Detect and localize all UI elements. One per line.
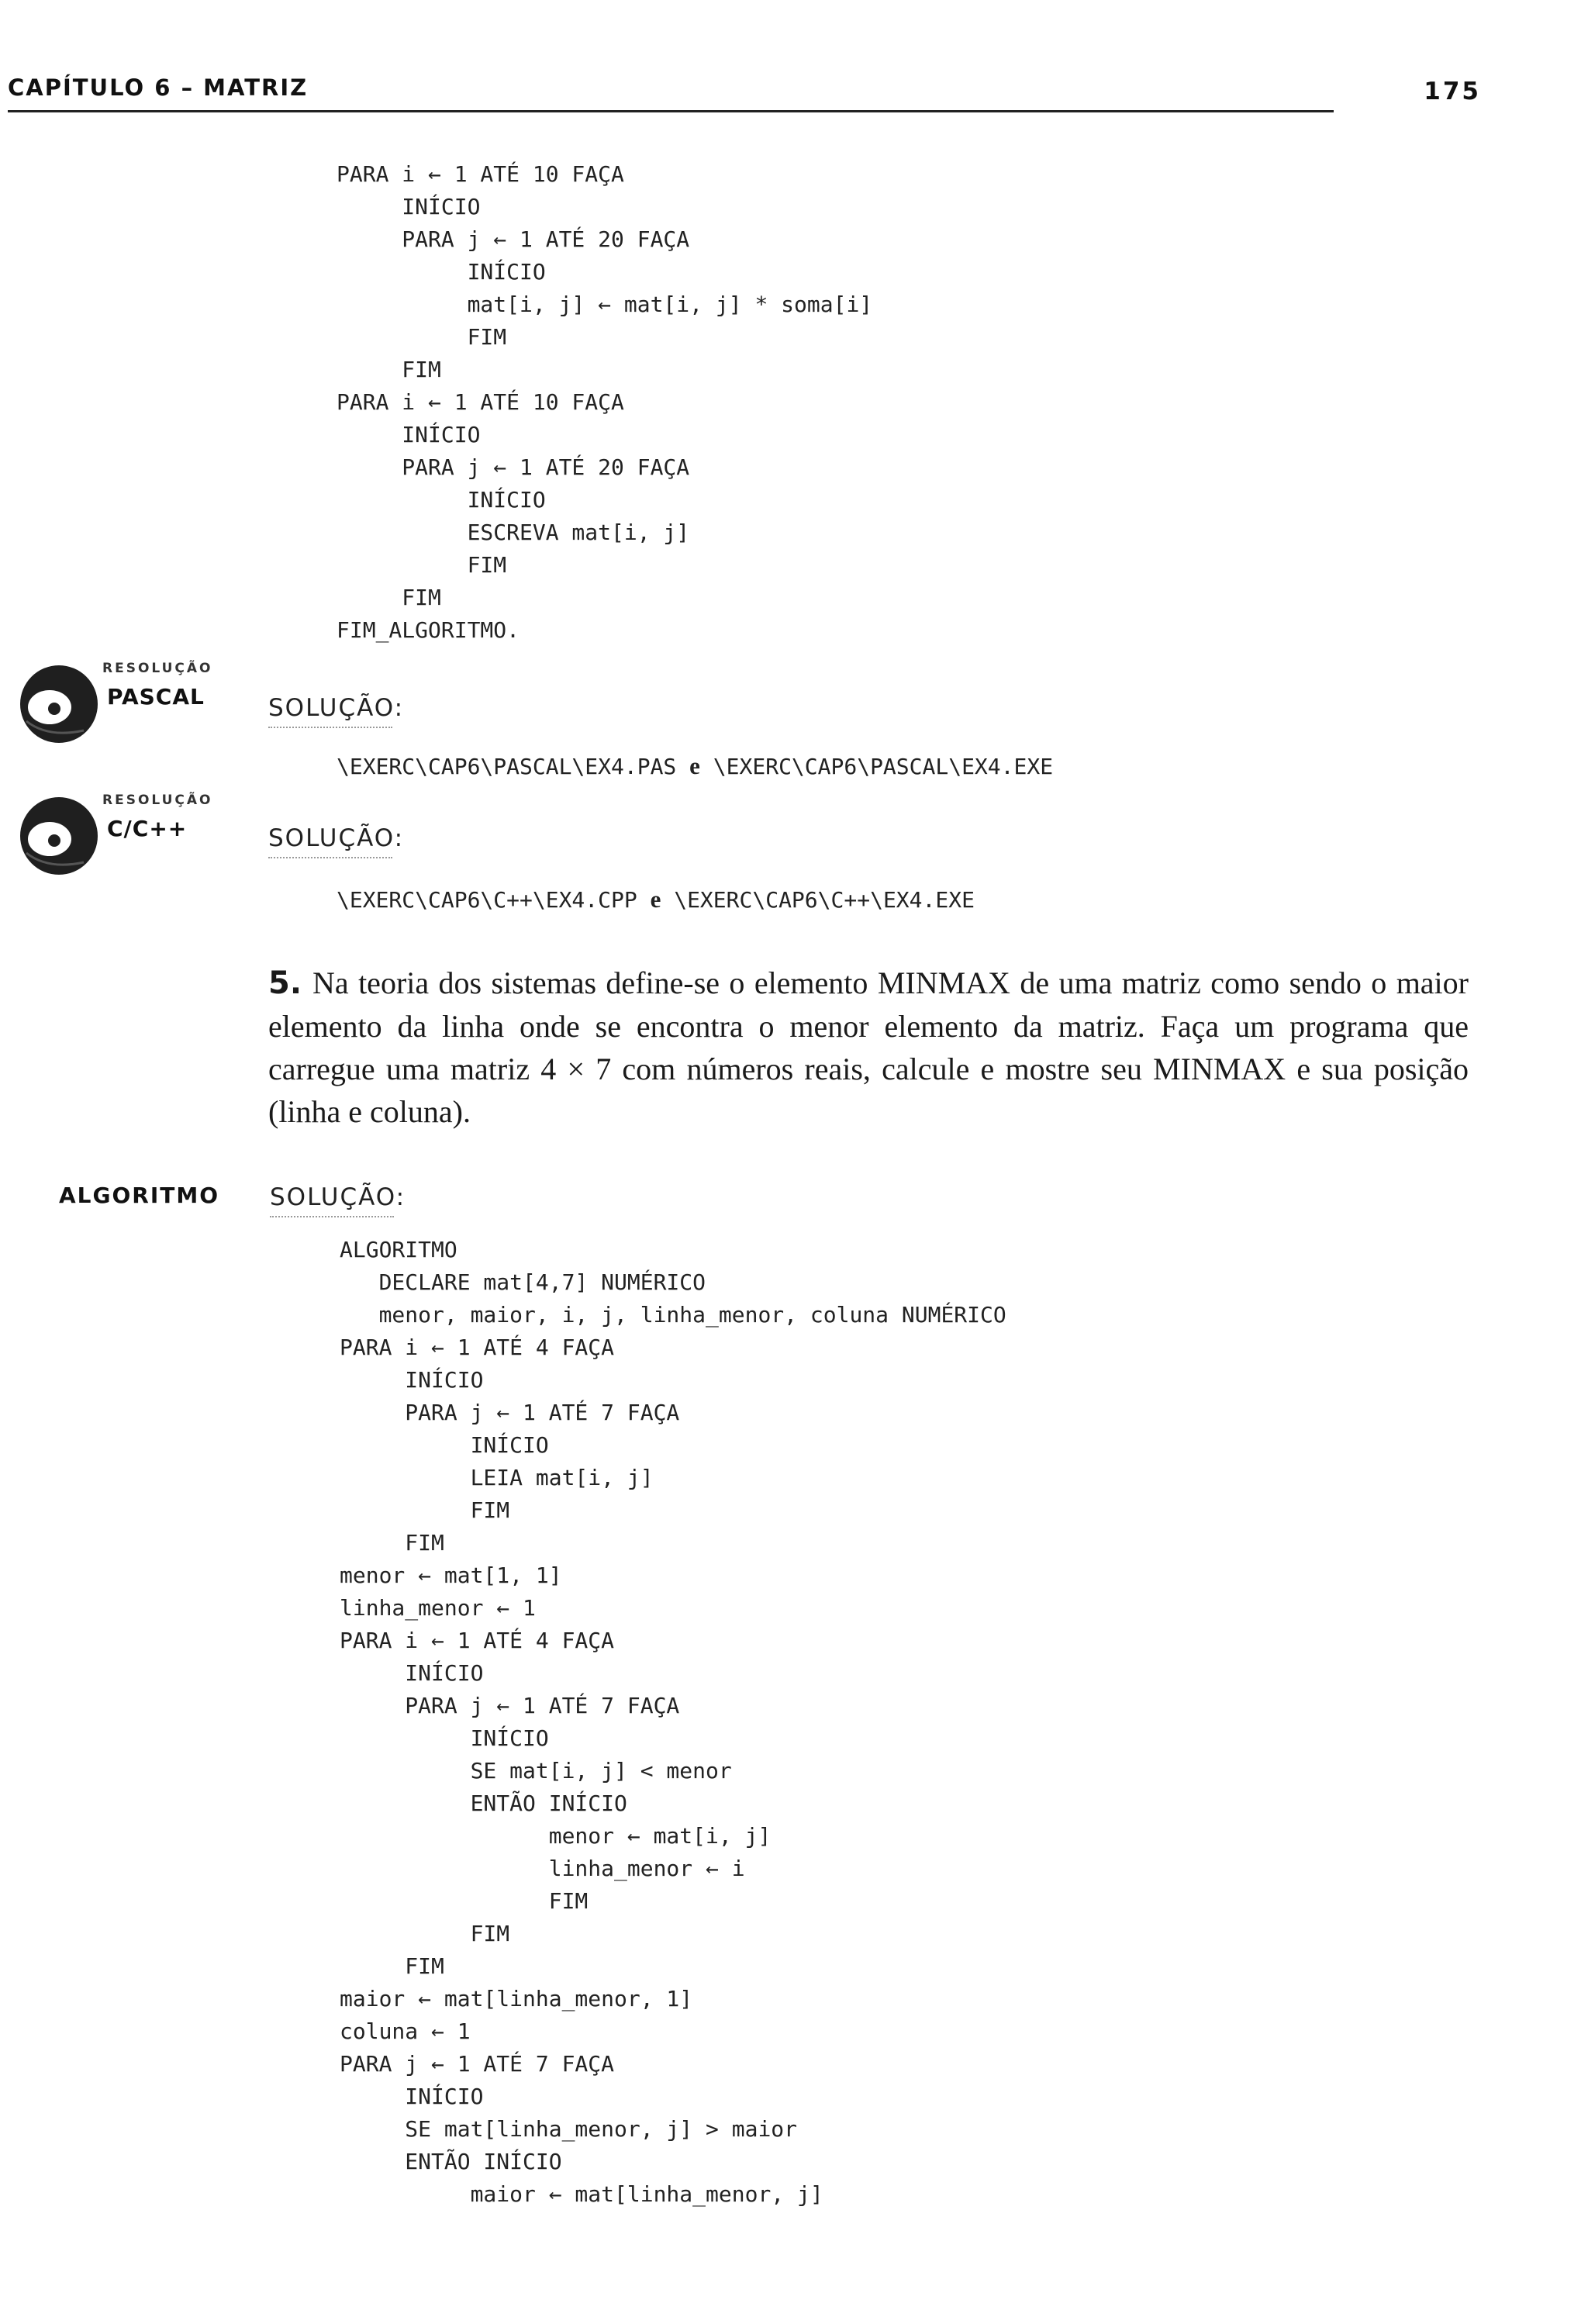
code-line: INÍCIO xyxy=(340,1367,484,1393)
code-line: menor ← mat[i, j] xyxy=(340,1823,772,1849)
resolucao-cpp-label xyxy=(9,793,213,886)
file-path: \EXERC\CAP6\C++\EX4.CPP xyxy=(337,887,637,913)
solucao-heading xyxy=(270,1183,406,1217)
code-line: LEIA mat[i, j] xyxy=(340,1465,654,1490)
code-line: INÍCIO xyxy=(340,2084,484,2109)
code-line: ENTÃO INÍCIO xyxy=(340,2149,562,2174)
exercise-text: Na teoria dos sistemas define-se o elemento MINMAX de uma matriz como sendo o maior elemento da linha onde se encontra o menor elemento da matriz. Faça um programa que carregue uma matriz 4 × 7 com números reais, calcule e mostre seu MINMAX e sua posição (linha e coluna). xyxy=(268,965,1469,1129)
code-line: PARA i ← 1 ATÉ 4 FAÇA xyxy=(340,1628,615,1653)
algoritmo-label: ALGORITMO xyxy=(59,1183,220,1208)
file-path: \EXERC\CAP6\C++\EX4.EXE xyxy=(674,887,975,913)
code-line: ESCREVA mat[i, j] xyxy=(337,520,690,545)
code-line: PARA i ← 1 ATÉ 10 FAÇA xyxy=(337,389,624,415)
conjunction: e xyxy=(650,886,661,913)
code-line: INÍCIO xyxy=(337,422,481,447)
disc-icon xyxy=(17,661,101,744)
code-line: PARA i ← 1 ATÉ 10 FAÇA xyxy=(337,161,624,187)
file-path: \EXERC\CAP6\PASCAL\EX4.EXE xyxy=(713,754,1054,779)
resolucao-small-label: RESOLUÇÃO xyxy=(102,793,213,808)
code-line: FIM xyxy=(340,1921,510,1946)
code-line: ENTÃO INÍCIO xyxy=(340,1790,627,1816)
code-block-2 xyxy=(340,1234,1006,2211)
code-line: maior ← mat[linha_menor, 1] xyxy=(340,1986,693,2011)
code-line: menor, maior, i, j, linha_menor, coluna NUMÉRICO xyxy=(340,1302,1006,1328)
code-line: INÍCIO xyxy=(337,259,546,285)
code-line: FIM xyxy=(340,1497,510,1523)
code-line: PARA j ← 1 ATÉ 7 FAÇA xyxy=(340,1693,680,1718)
dotted-underline xyxy=(270,1216,394,1217)
code-line: FIM xyxy=(337,357,441,382)
language-label: PASCAL xyxy=(107,684,205,710)
code-line: PARA j ← 1 ATÉ 20 FAÇA xyxy=(337,226,690,252)
code-line: INÍCIO xyxy=(337,487,546,513)
solucao-heading xyxy=(268,694,404,728)
code-line: FIM xyxy=(340,1888,589,1914)
code-line: menor ← mat[1, 1] xyxy=(340,1563,562,1588)
code-line: PARA j ← 1 ATÉ 7 FAÇA xyxy=(340,1400,680,1425)
chapter-title: CAPÍTULO 6 – MATRIZ xyxy=(8,74,309,101)
code-line: FIM xyxy=(340,1530,444,1556)
resolucao-pascal-label xyxy=(9,661,213,754)
code-line: INÍCIO xyxy=(340,1432,549,1458)
code-line: maior ← mat[linha_menor, j] xyxy=(340,2181,823,2207)
code-line: FIM xyxy=(337,585,441,610)
code-line: coluna ← 1 xyxy=(340,2018,471,2044)
file-path: \EXERC\CAP6\PASCAL\EX4.PAS xyxy=(337,754,677,779)
code-line: SE mat[i, j] < menor xyxy=(340,1758,732,1784)
solucao-label: SOLUÇÃO: xyxy=(268,694,405,722)
solucao-label: SOLUÇÃO: xyxy=(270,1183,406,1211)
exercise-5-statement xyxy=(268,962,1469,1133)
code-line: FIM xyxy=(340,1953,444,1979)
solucao-label: SOLUÇÃO: xyxy=(268,824,405,852)
code-line: FIM_ALGORITMO. xyxy=(337,617,520,643)
page-header xyxy=(8,74,1481,113)
resolucao-small-label: RESOLUÇÃO xyxy=(102,661,213,676)
code-line: linha_menor ← i xyxy=(340,1856,745,1881)
code-line: mat[i, j] ← mat[i, j] * soma[i] xyxy=(337,292,873,317)
header-rule xyxy=(8,110,1334,112)
code-line: FIM xyxy=(337,324,507,350)
code-line: PARA i ← 1 ATÉ 4 FAÇA xyxy=(340,1335,615,1360)
code-block-1 xyxy=(337,158,872,647)
file-paths xyxy=(337,886,975,913)
code-line: ALGORITMO xyxy=(340,1237,457,1262)
code-line: PARA j ← 1 ATÉ 7 FAÇA xyxy=(340,2051,615,2077)
page-number: 175 xyxy=(1424,78,1481,105)
code-line: linha_menor ← 1 xyxy=(340,1595,536,1621)
language-label: C/C++ xyxy=(107,816,188,841)
code-line: PARA j ← 1 ATÉ 20 FAÇA xyxy=(337,454,690,480)
code-line: INÍCIO xyxy=(337,194,481,219)
dotted-underline xyxy=(268,727,392,728)
code-line: DECLARE mat[4,7] NUMÉRICO xyxy=(340,1269,706,1295)
code-line: FIM xyxy=(337,552,507,578)
code-line: INÍCIO xyxy=(340,1660,484,1686)
conjunction: e xyxy=(689,752,700,779)
exercise-number: 5. xyxy=(268,965,302,1001)
code-line: INÍCIO xyxy=(340,1725,549,1751)
solucao-heading xyxy=(268,824,404,858)
disc-icon xyxy=(17,793,101,876)
file-paths xyxy=(337,752,1053,780)
dotted-underline xyxy=(268,857,392,858)
code-line: SE mat[linha_menor, j] > maior xyxy=(340,2116,798,2142)
